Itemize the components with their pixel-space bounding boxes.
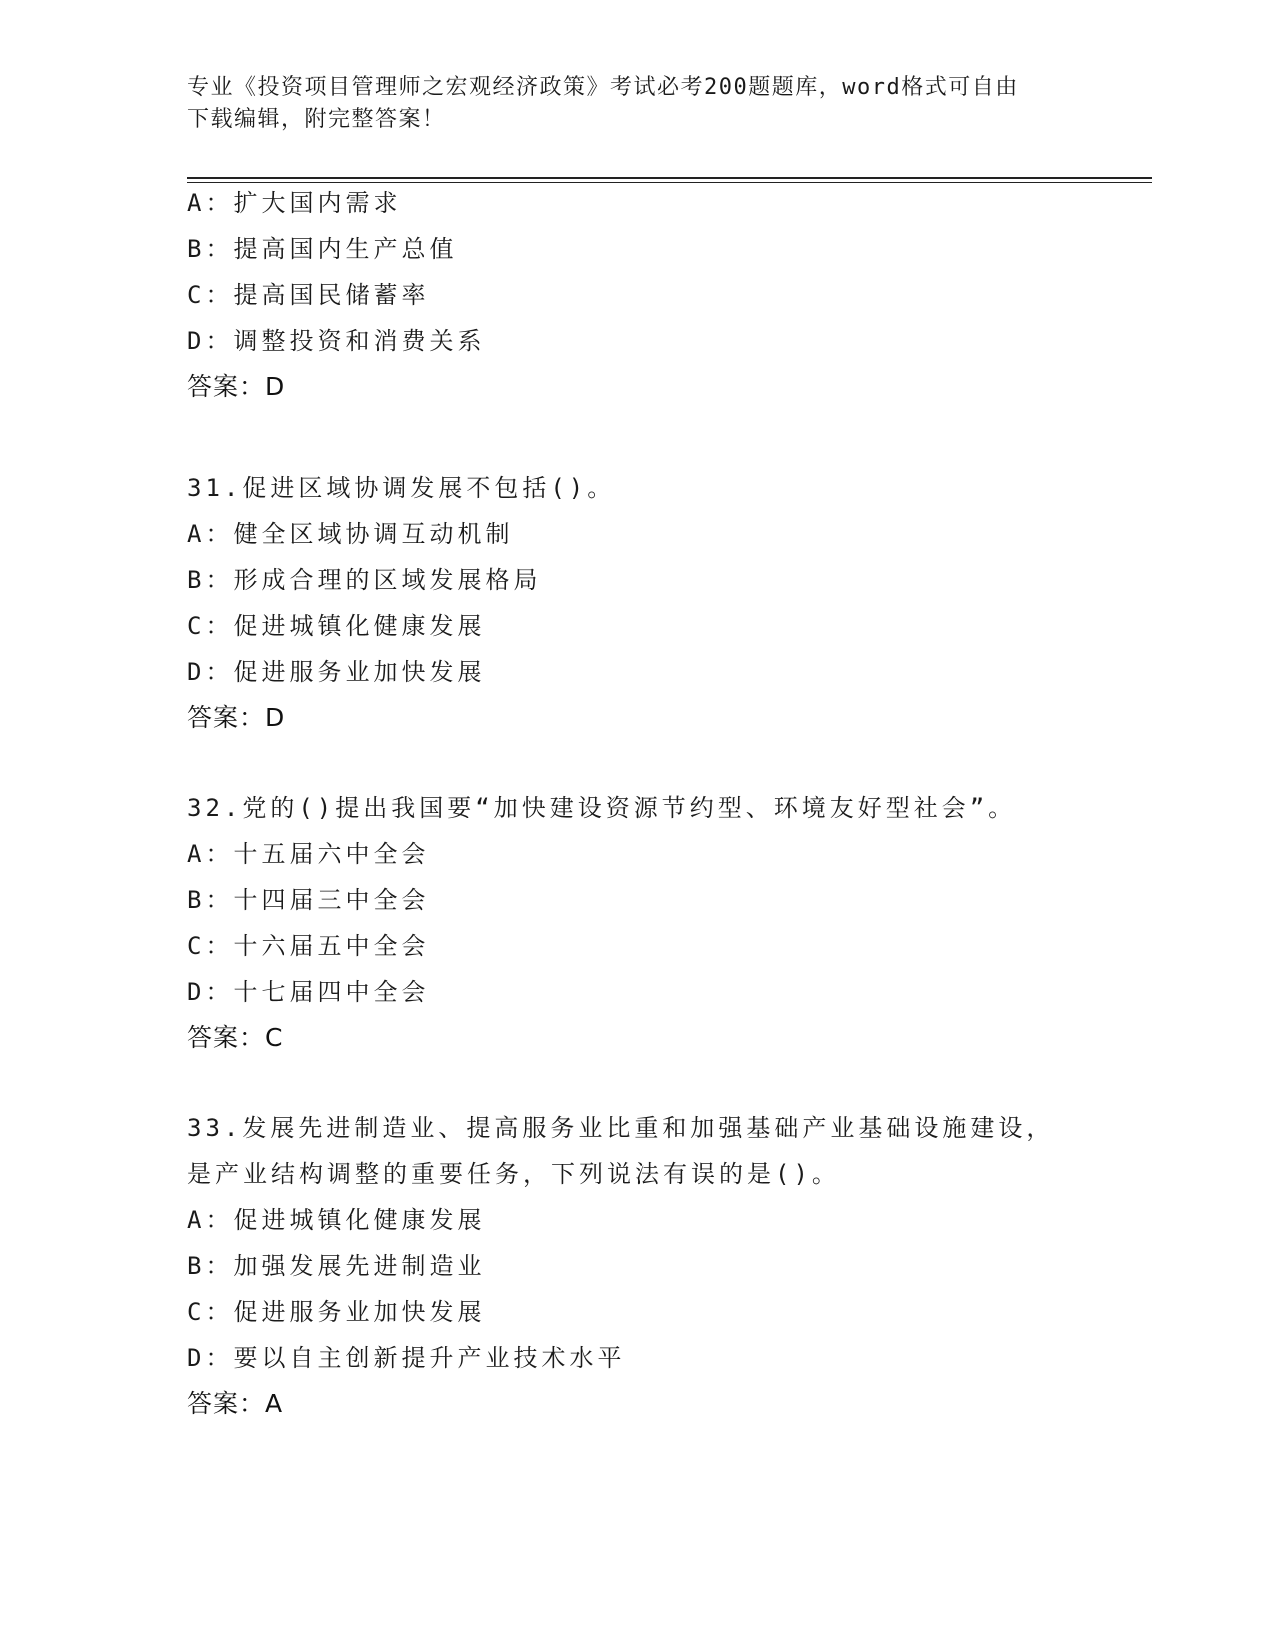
option-c: C：提高国民储蓄率 — [187, 281, 430, 309]
header-divider-thick — [187, 177, 1152, 179]
header-line-2: 下载编辑，附完整答案！ — [187, 107, 446, 132]
option-d: D：要以自主创新提升产业技术水平 — [187, 1344, 626, 1372]
question-31 — [187, 465, 1087, 741]
option-c: C：促进服务业加快发展 — [187, 1298, 486, 1326]
answer-line: 答案：D — [187, 372, 286, 401]
question-32 — [187, 785, 1087, 1061]
option-a: A：促进城镇化健康发展 — [187, 1206, 486, 1234]
question-stem: 31.促进区域协调发展不包括()。 — [187, 474, 616, 502]
document-header — [187, 72, 1067, 136]
option-c: C：促进城镇化健康发展 — [187, 612, 486, 640]
option-a: A：健全区域协调互动机制 — [187, 520, 514, 548]
header-line-1: 专业《投资项目管理师之宏观经济政策》考试必考200题题库，word格式可自由 — [187, 75, 1019, 100]
option-b: B：形成合理的区域发展格局 — [187, 566, 542, 594]
answer-line: 答案：D — [187, 703, 286, 732]
question-stem: 32.党的()提出我国要“加快建设资源节约型、环境友好型社会”。 — [187, 794, 1017, 822]
option-c: C：十六届五中全会 — [187, 932, 430, 960]
option-a: A：十五届六中全会 — [187, 840, 430, 868]
question-33 — [187, 1105, 1087, 1427]
option-b: B：加强发展先进制造业 — [187, 1252, 486, 1280]
question-stem-line-2: 是产业结构调整的重要任务，下列说法有误的是()。 — [187, 1160, 840, 1188]
answer-line: 答案：C — [187, 1023, 284, 1052]
answer-line: 答案：A — [187, 1389, 284, 1418]
option-d: D：十七届四中全会 — [187, 978, 430, 1006]
question-30-continuation — [187, 180, 1087, 410]
option-d: D：调整投资和消费关系 — [187, 327, 486, 355]
option-b: B：十四届三中全会 — [187, 886, 430, 914]
question-stem-line-1: 33.发展先进制造业、提高服务业比重和加强基础产业基础设施建设， — [187, 1114, 1055, 1142]
option-a: A：扩大国内需求 — [187, 189, 402, 217]
option-d: D：促进服务业加快发展 — [187, 658, 486, 686]
option-b: B：提高国内生产总值 — [187, 235, 458, 263]
